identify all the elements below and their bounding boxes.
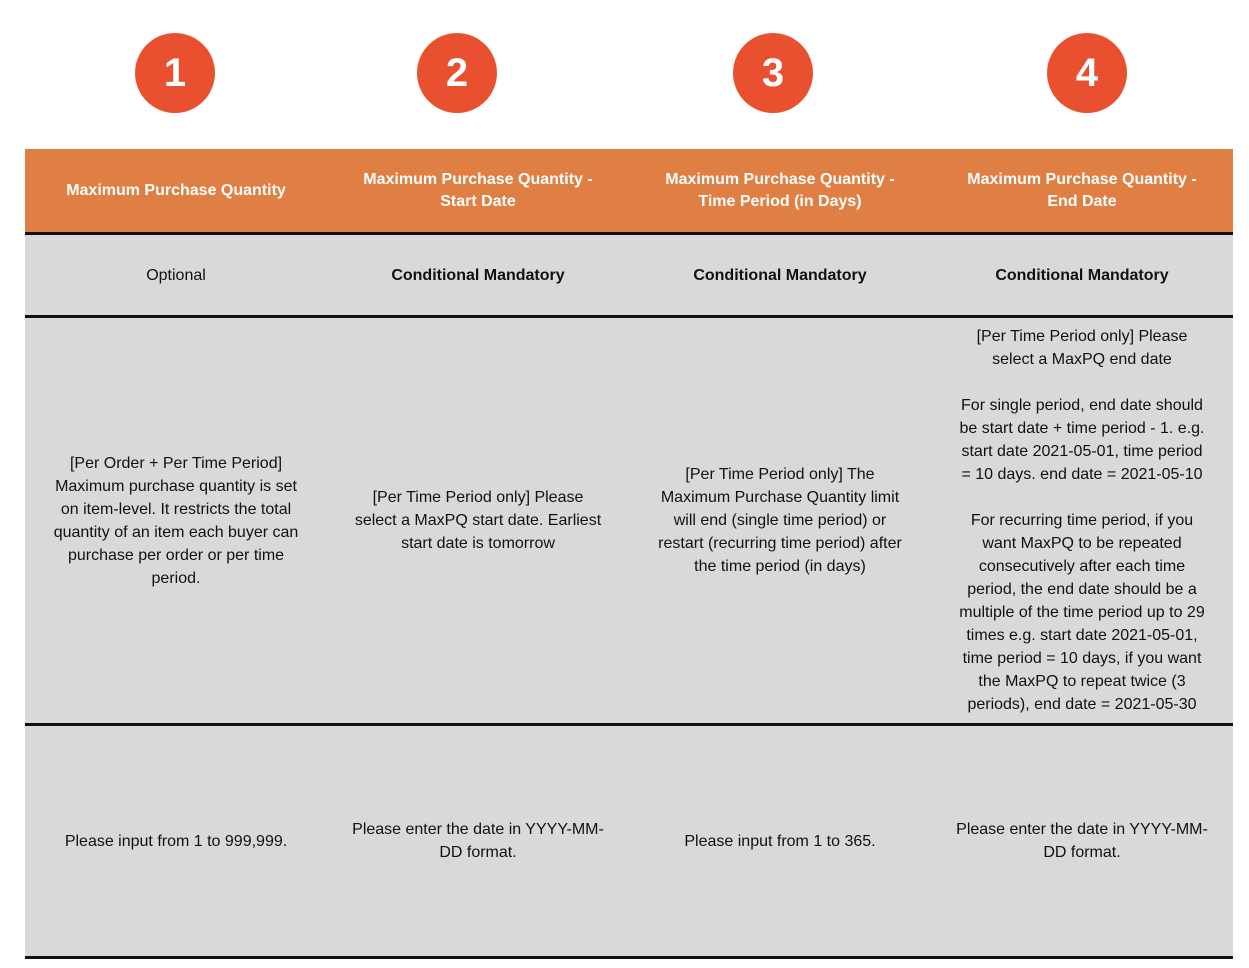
requirement-end-date: Conditional Mandatory	[995, 266, 1169, 284]
header-time-period: Maximum Purchase Quantity - Time Period (in Days)	[665, 170, 895, 210]
step-badge-1: 1	[135, 33, 215, 113]
description-end-date: [Per Time Period only] Please select a MaxPQ end date For single period, end date should be start date + time period - 1. e.g. start date 2021-05-01, time period = 10 days. end date = 2021-05-10 For recurring time period, if you want MaxPQ to be repeated consecutively after each time period, the end date should be a multiple of the time period up to 29 times e.g. start date 2021-05-01, time period = 10 days, if you want the MaxPQ to repeat twice (3 periods), end date = 2021-05-30	[959, 328, 1205, 713]
description-start-date: [Per Time Period only] Please select a MaxPQ start date. Earliest start date is tomorrow	[354, 489, 602, 552]
step-badge-3: 3	[733, 33, 813, 113]
field-spec-table	[25, 149, 1233, 959]
description-max-purchase-quantity: [Per Order + Per Time Period] Maximum purchase quantity is set on item-level. It restricts the total quantity of an item each buyer can purchase per order or per time period.	[53, 454, 299, 587]
format-max-purchase-quantity: Please input from 1 to 999,999.	[64, 832, 288, 850]
requirement-max-purchase-quantity: Optional	[146, 266, 206, 284]
requirement-start-date: Conditional Mandatory	[391, 266, 565, 284]
step-badge-2: 2	[417, 33, 497, 113]
format-end-date: Please enter the date in YYYY-MM- DD format.	[956, 821, 1208, 861]
format-start-date: Please enter the date in YYYY-MM- DD format.	[352, 821, 604, 861]
step-badge-4: 4	[1047, 33, 1127, 113]
header-end-date: Maximum Purchase Quantity - End Date	[967, 170, 1197, 210]
header-row	[25, 149, 1233, 232]
format-time-period: Please input from 1 to 365.	[684, 832, 876, 850]
requirement-row	[25, 232, 1233, 315]
description-time-period: [Per Time Period only] The Maximum Purchase Quantity limit will end (single time period) or restart (recurring time period) after the time period (in days)	[658, 466, 902, 575]
header-max-purchase-quantity: Maximum Purchase Quantity	[66, 181, 286, 199]
header-start-date: Maximum Purchase Quantity - Start Date	[363, 170, 593, 210]
description-row	[25, 315, 1233, 723]
requirement-time-period: Conditional Mandatory	[693, 266, 867, 284]
format-row	[25, 723, 1233, 959]
